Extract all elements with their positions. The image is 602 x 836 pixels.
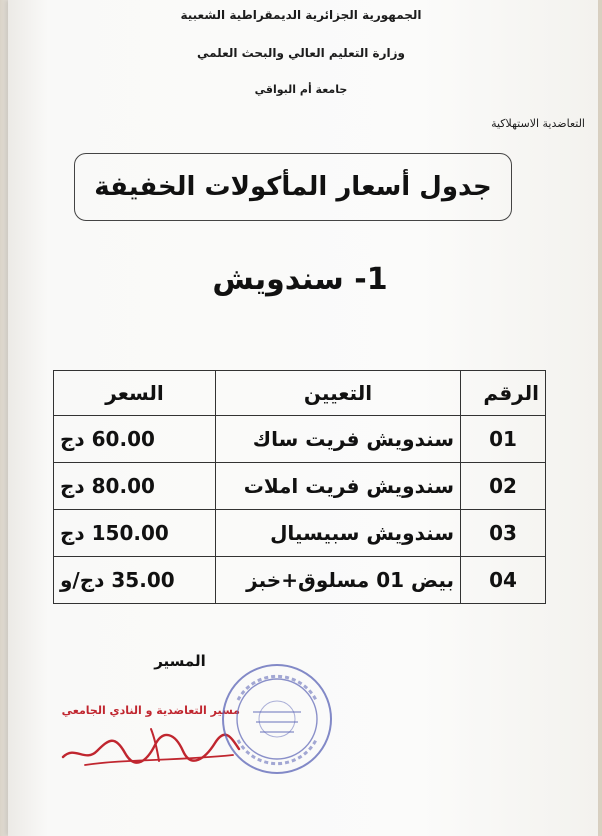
row-price: 150.00 دج [54,510,216,557]
manager-title: المسير [154,652,206,670]
header-number: الرقم [461,371,546,416]
row-number: 04 [461,557,546,604]
university-header: جامعة أم البواقي [254,83,348,96]
table-row [54,557,546,604]
row-designation: سندويش سبيسيال [216,510,461,557]
row-number: 02 [461,463,546,510]
row-price: 80.00 دج [54,463,216,510]
header-price: السعر [54,371,216,416]
row-price: 60.00 دج [54,416,216,463]
table-row [54,463,546,510]
table-row [54,510,546,557]
document-title: جدول أسعار المأكولات الخفيفة [94,172,492,202]
table-row [54,416,546,463]
row-price: 35.00 دج/و [54,557,216,604]
row-designation: سندويش فريت ساك [216,416,461,463]
ministry-header: وزارة التعليم العالي والبحث العلمي [196,46,406,60]
row-designation: سندويش فريت املات [216,463,461,510]
republic-header: الجمهورية الجزائرية الديمقراطية الشعبية [180,8,422,22]
header-designation: التعيين [216,371,461,416]
manager-caption: مسير التعاضدية و النادي الجامعي [61,704,240,717]
title-box [74,153,512,221]
row-number: 03 [461,510,546,557]
row-number: 01 [461,416,546,463]
official-stamp [218,660,336,778]
price-table [53,370,546,604]
row-designation: بيض 01 مسلوق+خبز [216,557,461,604]
cooperative-header: التعاضدية الاستهلاكية [491,117,585,130]
section-heading: 1- سندويش [212,262,388,297]
handwritten-signature [55,715,245,775]
table-header-row [54,371,546,416]
